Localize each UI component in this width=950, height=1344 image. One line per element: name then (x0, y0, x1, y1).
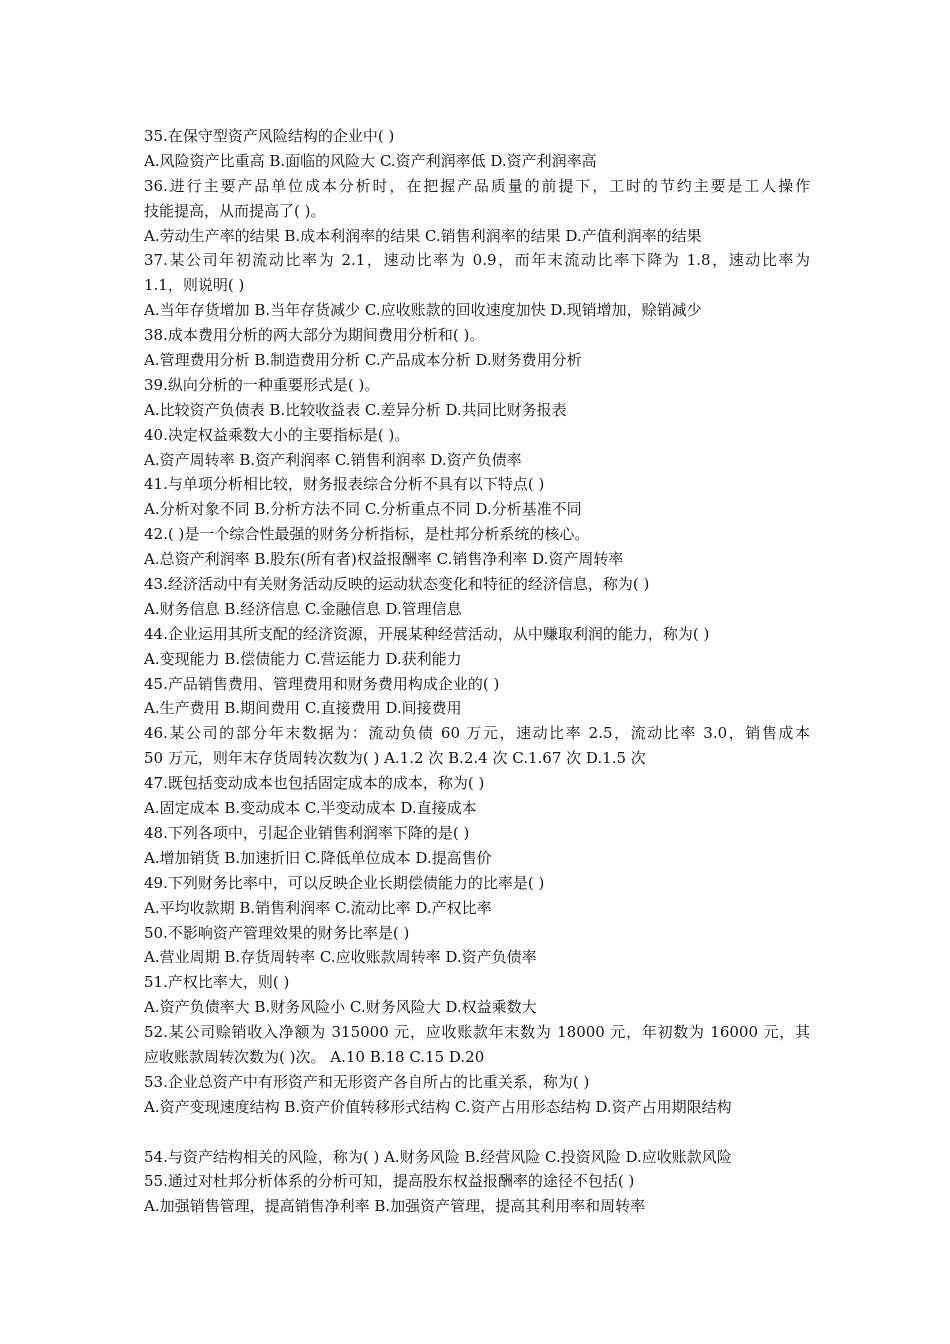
question-37-text-cont: 1.1，则说明( ) (144, 276, 245, 295)
question-53-text: 53.企业总资产中有形资产和无形资产各自所占的比重关系，称为( ) (144, 1072, 590, 1091)
question-45-options: A.生产费用 B.期间费用 C.直接费用 D.间接费用 (144, 699, 462, 718)
question-43-text: 43.经济活动中有关财务活动反映的运动状态变化和特征的经济信息，称为( ) (144, 575, 650, 594)
question-41-text: 41.与单项分析相比较，财务报表综合分析不具有以下特点( ) (144, 475, 545, 494)
question-50-options: A.营业周期 B.存货周转率 C.应收账款周转率 D.资产负债率 (144, 948, 537, 967)
question-47-text: 47.既包括变动成本也包括固定成本的成本，称为( ) (144, 774, 485, 793)
question-47-options: A.固定成本 B.变动成本 C.半变动成本 D.直接成本 (144, 799, 477, 818)
question-51-options: A.资产负债率大 B.财务风险小 C.财务风险大 D.权益乘数大 (144, 998, 537, 1017)
question-44-options: A.变现能力 B.偿债能力 C.营运能力 D.获利能力 (144, 649, 462, 668)
question-49-text: 49.下列财务比率中，可以反映企业长期偿债能力的比率是( ) (144, 873, 545, 892)
question-53-options: A.资产变现速度结构 B.资产价值转移形式结构 C.资产占用形态结构 D.资产占用期限结构 (144, 1097, 732, 1116)
document-page (144, 124, 810, 1219)
question-42-options: A.总资产利润率 B.股东(所有者)权益报酬率 C.销售净利率 D.资产周转率 (144, 550, 624, 569)
question-38-options: A.管理费用分析 B.制造费用分析 C.产品成本分析 D.财务费用分析 (144, 351, 582, 370)
question-54-text: 54.与资产结构相关的风险，称为( ) A.财务风险 B.经营风险 C.投资风险 D.应收账款风险 (144, 1147, 732, 1166)
question-48-options: A.增加销货 B.加速折旧 C.降低单位成本 D.提高售价 (144, 848, 492, 867)
question-43-options: A.财务信息 B.经济信息 C.金融信息 D.管理信息 (144, 599, 462, 618)
question-36-text: 36.进行主要产品单位成本分析时，在把握产品质量的前提下，工时的节约主要是工人操作 (144, 176, 810, 195)
question-52-text-cont: 应收账款周转次数为( )次。 A.10 B.18 C.15 D.20 (144, 1047, 485, 1066)
question-40-options: A.资产周转率 B.资产利润率 C.销售利润率 D.资产负债率 (144, 450, 522, 469)
question-48-text: 48.下列各项中，引起企业销售利润率下降的是( ) (144, 823, 470, 842)
question-37-options: A.当年存货增加 B.当年存货减少 C.应收账款的回收速度加快 D.现销增加，赊销减少 (144, 301, 702, 320)
question-35-options: A.风险资产比重高 B.面临的风险大 C.资产利润率低 D.资产利润率高 (144, 151, 597, 170)
question-35-text: 35.在保守型资产风险结构的企业中( ) (144, 127, 395, 145)
question-55-options: A.加强销售管理，提高销售净利率 B.加强资产管理，提高其利用率和周转率 (144, 1197, 646, 1216)
blank-line (144, 1120, 810, 1145)
question-42-text: 42.( )是一个综合性最强的财务分析指标，是杜邦分析系统的核心。 (144, 525, 590, 544)
question-41-options: A.分析对象不同 B.分析方法不同 C.分析重点不同 D.分析基准不同 (144, 500, 582, 519)
question-45-text: 45.产品销售费用、管理费用和财务费用构成企业的( ) (144, 674, 500, 693)
question-44-text: 44.企业运用其所支配的经济资源，开展某种经营活动，从中赚取利润的能力，称为( ) (144, 624, 710, 643)
question-39-text: 39.纵向分析的一种重要形式是( )。 (144, 375, 380, 394)
question-39-options: A.比较资产负债表 B.比较收益表 C.差异分析 D.共同比财务报表 (144, 400, 567, 419)
question-36-text-cont: 技能提高，从而提高了( )。 (144, 201, 326, 220)
question-55-text: 55.通过对杜邦分析体系的分析可知，提高股东权益报酬率的途径不包括( ) (144, 1172, 635, 1191)
question-51-text: 51.产权比率大，则( ) (144, 973, 290, 992)
question-36-options: A.劳动生产率的结果 B.成本利润率的结果 C.销售利润率的结果 D.产值利润率的结果 (144, 226, 702, 245)
question-46-text: 46.某公司的部分年末数据为：流动负债 60 万元，速动比率 2.5，流动比率 3.0，销售成本 (144, 724, 810, 743)
question-38-text: 38.成本费用分析的两大部分为期间费用分析和( )。 (144, 326, 485, 345)
question-52-text: 52.某公司赊销收入净额为 315000 元，应收账款年末数为 18000 元，年初数为 16000 元，其 (144, 1023, 810, 1042)
question-40-text: 40.决定权益乘数大小的主要指标是( )。 (144, 425, 410, 444)
question-37-text: 37.某公司年初流动比率为 2.1，速动比率为 0.9，而年末流动比率下降为 1.8，速动比率为 (144, 251, 810, 270)
question-50-text: 50.不影响资产管理效果的财务比率是( ) (144, 923, 410, 942)
question-46-text-cont: 50 万元，则年末存货周转次数为( ) A.1.2 次 B.2.4 次 C.1.67 次 D.1.5 次 (144, 749, 646, 768)
question-49-options: A.平均收款期 B.销售利润率 C.流动比率 D.产权比率 (144, 898, 492, 917)
